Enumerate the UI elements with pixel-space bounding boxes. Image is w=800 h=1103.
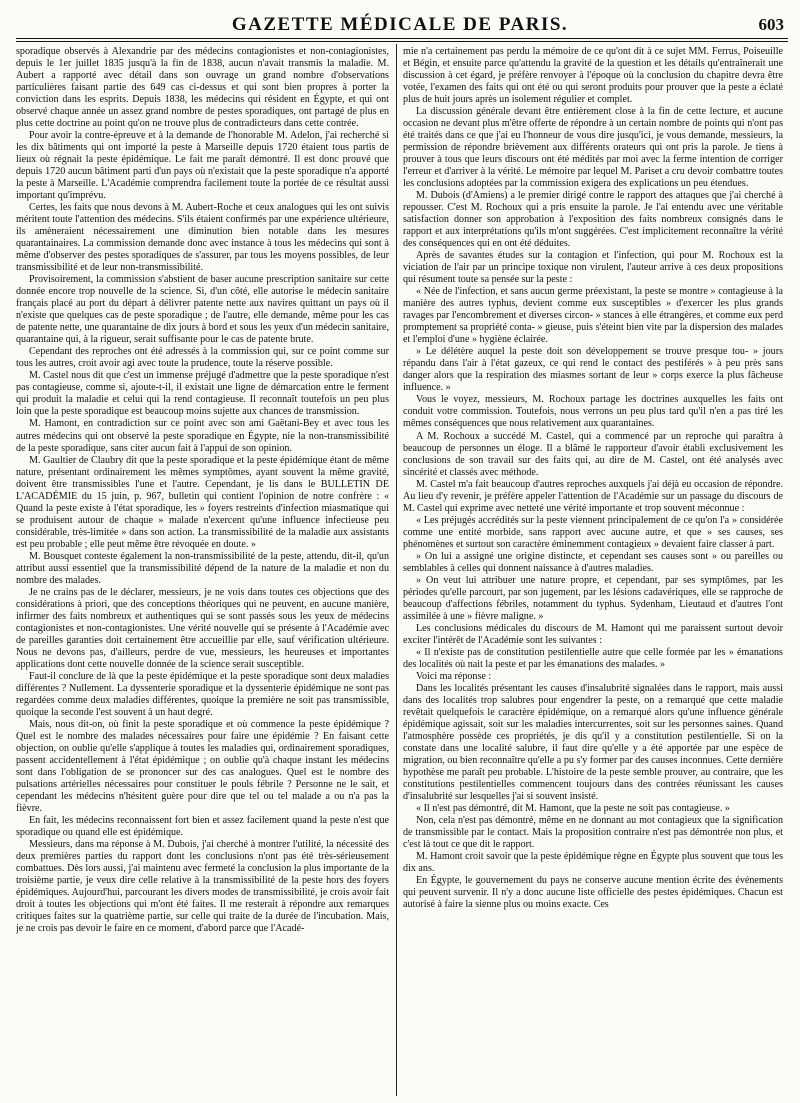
- paragraph: Provisoirement, la commission s'abstient de baser aucune prescription sanitaire sur cette donnée encore trop nouvelle de la science. Si, d'un côté, elle autorise le médecin sanitaire français placé au port du départ à délivrer patente nette aux navires quittant un pays où il n'existe que quelques cas de peste sporadique ; de l'autre, elle demande, même pour les cas de patente nette, une quarantaine de dix jours à bord et sous les yeux d'un médecin sanitaire, quarantaine qui, à la rigueur, serait suffisante pour le cas de patente brute.: [16, 274, 389, 346]
- quote-paragraph: » On veut lui attribuer une nature propre, et cependant, par ses symptômes, par les périodes qu'elle parcourt, par son jugement, par les lésions cadavériques, elle se rapproche de beaucoup d'affections fébriles, notamment du typhus. Sydenham, Lieutaud et d'autres l'ont assimilée à une » fièvre maligne. »: [403, 574, 783, 622]
- quote-paragraph: « Née de l'infection, et sans aucun germe préexistant, la peste se montre » contagieuse à la manière des autres typhus, devient comme eux susceptibles » d'exercer les plus grands ravages par l'encombrement et diverses circon- » stances à elle étrangères, et comme eux perd promptement sa propriété conta- » gieuse, puis s'éteint bien vite par la dispersion des malades et l'emploi d'une » hygiène éclairée.: [403, 286, 783, 346]
- journal-title: GAZETTE MÉDICALE DE PARIS.: [231, 14, 569, 35]
- paragraph: Pour avoir la contre-épreuve et à la demande de l'honorable M. Adelon, j'ai recherché si les dix bâtiments qui ont importé la peste à Marseille depuis 1720 étaient tous partis de lieux où régnait la peste épidémique. Le fait me paraît démontré. Il est donc prouvé que depuis 1720 aucun bâtiment parti d'un pays où n'existait que la peste sporadique n'a apporté la peste à Marseille. L'Académie comprendra facilement toute la portée de ce résultat aussi important qu'imprévu.: [16, 130, 389, 202]
- paragraph: Après de savantes études sur la contagion et l'infection, qui pour M. Rochoux est la viciation de l'air par un principe toxique non virulent, l'auteur arrive à ces deux propositions qui résument toute sa pensée sur la peste :: [403, 250, 783, 286]
- paragraph: mie n'a certainement pas perdu la mémoire de ce qu'ont dit à ce sujet MM. Ferrus, Poiseuille et Bégin, et ensuite parce qu'attendu la gravité de la question et les détails qu'entraînerait une discussion à cet égard, je préfère renvoyer à l'époque où la conclusion du chapitre devra être votée, l'examen des faits qui ont été ou qui seront produits pour prouver que la peste a éclaté plus de huit jours après un isolement régulier et complet.: [403, 46, 783, 106]
- quote-paragraph: » Le délétère auquel la peste doit son développement se trouve presque tou- » jours répandu dans l'air à l'état gazeux, ce qui rend le contact des pestiférés » à peu près sans danger alors que la respiration des miasmes sortant de leur » corps exerce la plus fâcheuse influence. »: [403, 346, 783, 394]
- paragraph: Vous le voyez, messieurs, M. Rochoux partage les doctrines auxquelles les faits ont conduit votre commission. Toutefois, nous verrons un peu plus tard qu'il n'en a pas tiré les mêmes conséquences que nous relativement aux quarantaines.: [403, 394, 783, 430]
- header-rule-thin: [16, 41, 788, 42]
- column-divider: [396, 44, 397, 1096]
- paragraph: M. Castel nous dit que c'est un immense préjugé d'admettre que la peste sporadique n'est pas contagieuse, comme si, ajoute-t-il, il existait une ligne de démarcation entre le ferment qui produit la maladie et celui qui la rend contagieuse. Il reconnaît toutefois un peu plus loin que la peste sporadique est beaucoup moins sujette aux chances de transmission.: [16, 370, 389, 418]
- paragraph: Cependant des reproches ont été adressés à la commission qui, sur ce point comme sur tous les autres, croit avoir agi avec toute la prudence, toute la réserve possible.: [16, 346, 389, 370]
- paragraph: En fait, les médecins reconnaissent fort bien et assez facilement quand la peste n'est que sporadique ou quand elle est épidémique.: [16, 815, 389, 839]
- paragraph: Faut-il conclure de là que la peste épidémique et la peste sporadique sont deux maladies différentes ? Nullement. La dyssenterie sporadique et la dyssenterie épidémique ne sont pas regardées comme deux maladies différentes, quoique la première ne soit pas transmissible, quoique la seconde l'est souvent à un haut degré.: [16, 670, 389, 718]
- quote-paragraph: » On lui a assigné une origine distincte, et cependant ses causes sont » ou pareilles ou semblables à celles qui donnent naissance à d'autres maladies.: [403, 550, 783, 574]
- paragraph: M. Gaultier de Claubry dit que la peste sporadique et la peste épidémique étant de même nature, présentant ordinairement les mêmes symptômes, ayant souvent la même gravité, doivent être transmissibles l'une et l'autre. Cependant, je lis dans le BULLETIN DE L'ACADÉMIE du 15 juin, p. 967, bulletin qui contient l'opinion de notre confrère : « Quand la peste existe à l'état sporadique, les » foyers restreints d'infection miasmatique qui se produisent autour de chaque » malade n'exercent qu'une influence infectieuse peu considérable, très-limitée » dans son action. La transmissibilité de la maladie aux assistants est peu probable ; elle peut même être révoquée en doute. »: [16, 454, 389, 550]
- quote-paragraph: « Il n'existe pas de constitution pestilentielle autre que celle formée par les » émanations des localités où nait la peste et par les émanations des malades. »: [403, 646, 783, 670]
- quote-paragraph: « Les préjugés accrédités sur la peste viennent principalement de ce qu'on l'a » considérée comme une entité morbide, sans rapport avec aucune autre, et que » ses causes, ses phénomènes et surtout son caractère éminemment contagieux » devaient faire classer à part.: [403, 514, 783, 550]
- paragraph: M. Hamont croit savoir que la peste épidémique règne en Égypte plus souvent que tous les dix ans.: [403, 851, 783, 875]
- quote-paragraph: « Il n'est pas démontré, dit M. Hamont, que la peste ne soit pas contagieuse. »: [416, 802, 730, 814]
- paragraph: La discussion générale devant être entièrement close à la fin de cette lecture, et aucune occasion ne devant plus m'être offerte de répondre à un certain nombre de points qui n'ont pas été traités dans ce que j'ai eu l'honneur de vous dire jusqu'ici, je vous demande, messieurs, la permission de répondre brièvement aux différents orateurs qui ont pris la parole. Je tiens à prouver à tous que leurs discours ont été médités par moi avec la ferme intention de corriger l'erreur et d'arriver à la vérité. Le mémoire par lequel M. Pariset a cru devoir combattre toutes les conclusions adoptées par la commission exigera des explications un peu étendues.: [403, 106, 783, 190]
- paragraph: Je ne crains pas de le déclarer, messieurs, je ne vois dans toutes ces objections que des considérations à priori, que des conceptions théoriques qui ne peuvent, en aucune manière, infirmer des faits nombreux et authentiques qui se sont passés sous les yeux de médecins contagionistes et non-contagionistes. Une vérité nouvelle qui se présente à l'Académie avec de pareilles garanties doit certainement être accueillie par elle, sauf vérification ultérieure. Nous ne devons pas, d'ailleurs, perdre de vue, messieurs, les heureuses et importantes applications dont cette nouvelle donnée de la science serait susceptible.: [16, 586, 389, 670]
- page-number: 603: [758, 15, 784, 34]
- paragraph: A M. Rochoux a succédé M. Castel, qui a commencé par un reproche qui paraîtra à beaucoup de personnes un éloge. Il a blâmé le rapporteur d'avoir établi exclusivement les conclusions de son travail sur des faits qui, au dire de M. Castel, ont été analysés avec sincérité et classés avec méthode.: [403, 430, 783, 478]
- paragraph: Certes, les faits que nous devons à M. Aubert-Roche et ceux analogues qui les ont suivis méritent toute l'attention des médecins. S'ils étaient confirmés par une expérience ultérieure, ils amèneraient nécessairement une diminution bien notable dans les mesures quarantainaires. La commission demande donc avec instance à tous les médecins qui sont à même d'observer des pestes sporadiques de s'assurer, par tous les moyens possibles, de leur transmissibilité et de leur non-transmissibilité.: [16, 202, 389, 274]
- paragraph: M. Dubois (d'Amiens) a le premier dirigé contre le rapport des attaques que j'ai cherché à repousser. C'est M. Rochoux qui a pris ensuite la parole. Je l'ai entendu avec une véritable satisfaction donner son approbation à l'exposition des faits nombreux consignés dans le rapport et aux interprétations qu'ils m'ont suggérées. C'est implicitement reconnaître la vérité des conséquences qui en ont été déduites.: [403, 190, 783, 250]
- paragraph: M. Bousquet conteste également la non-transmissibilité de la peste, attendu, dit-il, qu'un attribut aussi essentiel que la transmissibilité dépend de la nature de la maladie et non du nombre des malades.: [16, 550, 389, 586]
- paragraph: M. Hamont, en contradiction sur ce point avec son ami Gaëtani-Bey et avec tous les autres médecins qui ont observé la peste sporadique en Égypte, nie la non-transmissibilité de la peste sporadique, sans citer aucun fait à l'appui de son opinion.: [16, 418, 389, 454]
- paragraph: Dans les localités présentant les causes d'insalubrité signalées dans le rapport, mais aussi dans des localités trop salubres pour engendrer la peste, on a remarqué que cette maladie revêtait quelquefois le caractère épidémique, on a remarqué alors qu'une influence générale épidémique agissait, soit sur les maladies intercurrentes, soit sur les personnes saines. Quand l'atmosphère possède ces propriétés, je dis qu'il y a constitution pestilentielle. Si on la constate dans une localité salubre, il faut dire qu'elle y a été apportée par une espèce de migration, ou bien reconnaître qu'elle a pu s'y former par des causes inconnues. Cette dernière hypothèse me paraît peu probable. L'histoire de la peste semble prouver, au contraire, que les constitutions pestilentielles commencent toujours dans des contrées réunissant les causes d'insalubrité sur lesquelles j'ai si souvent insisté.: [403, 682, 783, 802]
- paragraph: sporadique observés à Alexandrie par des médecins contagionistes et non-contagionistes, depuis le 1er juillet 1835 jusqu'à la fin de 1838, aucun n'avait transmis la maladie. M. Aubert a rapporté avec détail dans son ouvrage un grand nombre d'observations particulières faisant partie des 649 cas ci-dessus et qui sont bien propres à porter la conviction dans les esprits. Depuis 1838, les médecins qui résident en Égypte, et qui ont observé chaque année un assez grand nombre de pestes sporadiques, ont partagé de plus en plus cette doctrine au point qu'on ne trouve plus de contradicteurs dans cette contrée.: [16, 46, 389, 130]
- paragraph: Voici ma réponse :: [416, 670, 492, 682]
- paragraph: Les conclusions médicales du discours de M. Hamont qui me paraissent surtout devoir exciter l'intérêt de l'Académie sont les suivantes :: [403, 622, 783, 646]
- paragraph: Mais, nous dit-on, où finit la peste sporadique et où commence la peste épidémique ? Quel est le nombre des malades nécessaires pour faire une épidémie ? En faisant cette objection, on oublie qu'elle s'applique à toutes les maladies qui, ordinairement sporadiques, passent accidentellement à l'état épidémique ; on oublie qu'à chaque instant les médecins sont dans l'obligation de se prononcer sur des cas analogues. Quel est le nombre des pulsations artérielles nécessaires pour constituer le pouls fébrile ? Personne ne le sait, et cependant les médecins n'hésitent guère pour dire que tel ou tel malade a ou n'a pas la fièvre.: [16, 718, 389, 814]
- right-column: [403, 46, 783, 1096]
- left-column: [16, 46, 389, 1096]
- header-rule: [16, 38, 788, 39]
- paragraph: Non, cela n'est pas démontré, même en ne donnant au mot contagieux que la signification de transmissible par le contact. Mais la proposition contraire n'est pas démontrée non plus, et c'est là tout ce que dit le rapport.: [403, 815, 783, 851]
- page-header: [0, 14, 800, 36]
- paragraph: M. Castel m'a fait beaucoup d'autres reproches auxquels j'ai déjà eu occasion de répondre. Au lieu d'y revenir, je préfère appeler l'attention de l'Académie sur un passage du discours de M. Castel qui exprime avec netteté une vérité importante et trop souvent méconnue :: [403, 478, 783, 514]
- paragraph: Messieurs, dans ma réponse à M. Dubois, j'ai cherché à montrer l'utilité, la nécessité des deux premières parties du rapport dont les conclusions n'ont pas été très-sérieusement combattues. Dès lors aussi, j'ai maintenu avec fermeté la conclusion la plus importante de la troisième partie, je veux dire celle relative à la transmissibilité de la peste hors des foyers épidémiques. Aujourd'hui, parcourant les divers modes de transmissibilité, je crois avoir fait droit à toutes les objections qui m'ont été faites. Il me resterait à répondre aux remarques critiques faites sur la quatrième partie, sur celle qui traite de la durée de l'incubation. Mais, je ne crois pas devoir le faire en ce moment, d'abord parce que l'Acadé-: [16, 839, 389, 935]
- paragraph: En Égypte, le gouvernement du pays ne conserve aucune mention écrite des événements qui peuvent survenir. Il n'y a donc aucune liste officielle des pestes épidémiques. Chacun est autorisé à faire la sienne plus ou moins exacte. Ces: [403, 875, 783, 911]
